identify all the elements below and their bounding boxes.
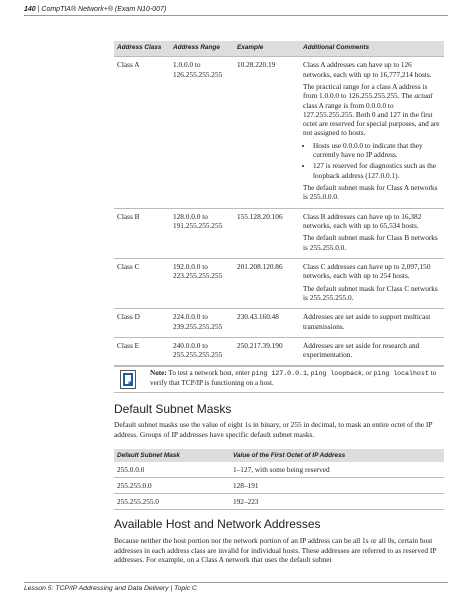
note-label: Note: — [150, 369, 167, 377]
cell-comments — [300, 338, 444, 367]
command-text: ping loopback — [310, 370, 363, 377]
emphasis: actual — [414, 91, 433, 101]
comment-text: Addresses are set aside to support multicast transmissions. — [303, 312, 431, 331]
section-paragraph: Because neither the host portion nor the network portion of an IP address can be all 1s or all 0s, certain host addresses in each address class are invalid for individual hosts. These addresses are referred to as reserved IP addresses. For example, on a Class A network that uses the default subnet — [114, 536, 437, 565]
cell-comments — [300, 309, 444, 338]
cell-range: 240.0.0.0 to 255.255.255.255 — [170, 338, 234, 367]
comment-text: Addresses are set aside for research and experimentation. — [303, 341, 420, 360]
cell-class: Class B — [114, 208, 170, 258]
section-heading: Default Subnet Masks — [114, 402, 232, 416]
col-header-octet: Value of the First Octet of IP Address — [230, 449, 444, 462]
cell-example: 230.43.160.48 — [234, 309, 300, 338]
cell-comments — [300, 57, 444, 209]
comment-bullets — [303, 141, 441, 180]
cell-class: Class A — [114, 57, 170, 209]
table-row: 255.0.0.0 1–127, with some being reserved — [114, 462, 444, 478]
table-row — [114, 208, 444, 258]
comment-text: Class A addresses can have up to 126 networks, each with up to 16,777,214 hosts. — [303, 60, 432, 79]
list-item: • Hosts use 0.0.0.0 to indicate that they currently have no IP address. — [313, 141, 441, 160]
table-row: 255.255.0.0 128–191 — [114, 478, 444, 494]
table-header-row — [114, 41, 444, 57]
cell-range: 1.0.0.0 to 126.255.255.255 — [170, 57, 234, 209]
section-paragraph: Default subnet masks use the value of eight 1s in binary, or 255 in decimal, to mask an entire octet of the IP address. Groups of IP addresses have specific default subnet masks. — [114, 420, 433, 439]
note-box — [114, 365, 444, 393]
comment-text: The practical range for a class A address is from 1.0.0.0 to 126.255.255.255. The actual class A range is from 0.0.0.0 to 127.255.255.255. Both 0 and 127 in the first octet are reserved for special purposes, and are not assigned to hosts. — [303, 81, 440, 138]
page-footer: Lesson 5: TCP/IP Addressing and Data Delivery | Topic C — [24, 582, 448, 592]
cell-range: 128.0.0.0 to 191.255.255.255 — [170, 208, 234, 258]
cell-class: Class C — [114, 259, 170, 309]
col-header-mask: Default Subnet Mask — [114, 449, 230, 462]
cell-comments — [300, 259, 444, 309]
table-header-row — [114, 449, 444, 462]
cell-range: 192.0.0.0 to 223.255.255.255 — [170, 259, 234, 309]
table-row: 255.255.255.0 192–223 — [114, 494, 444, 510]
page-number: 140 — [24, 6, 36, 13]
comment-text: The default subnet mask for Class A networks is 255.0.0.0. — [303, 183, 438, 202]
section-heading: Available Host and Network Addresses — [114, 517, 321, 531]
note-text: Note: To test a network host, enter ping 127.0.0.1, ping loopback, or ping localhost to verify that TCP/IP is functioning on a host. — [150, 369, 437, 387]
command-text: ping localhost — [373, 370, 429, 377]
cell-comments — [300, 208, 444, 258]
comment-text: Class C addresses can have up to 2,097,150 networks, each with up to 254 hosts. — [303, 262, 431, 281]
cell-class: Class D — [114, 309, 170, 338]
list-item: • 127 is reserved for diagnostics such as the loopback address (127.0.0.1). — [313, 161, 441, 180]
table-row — [114, 259, 444, 309]
cell-example: 10.28.220.19 — [234, 57, 300, 209]
comment-text: Class B addresses can have up to 16,382 networks, each with up to 65,534 hosts. — [303, 211, 422, 231]
col-header-comments: Additional Comments — [300, 41, 444, 57]
cell-example: 155.128.20.106 — [234, 208, 300, 258]
page-header: 140 | CompTIA® Network+® (Exam N10-007) — [24, 6, 448, 16]
col-header-class: Address Class — [114, 41, 170, 57]
comment-text: The default subnet mask for Class B networks is 255.255.0.0. — [303, 233, 438, 252]
command-text: ping 127.0.0.1 — [251, 370, 307, 377]
cell-range: 224.0.0.0 to 239.255.255.255 — [170, 309, 234, 338]
cell-example: 250.217.39.190 — [234, 338, 300, 367]
comment-text: The default subnet mask for Class C networks is 255.255.255.0. — [303, 283, 438, 303]
address-class-table — [114, 41, 444, 367]
table-row — [114, 57, 444, 209]
book-title: CompTIA® Network+® (Exam N10-007) — [41, 6, 167, 13]
table-row — [114, 338, 444, 367]
table-row — [114, 309, 444, 338]
cell-example: 201.208.120.86 — [234, 259, 300, 309]
col-header-example: Example — [234, 41, 300, 57]
cell-class: Class E — [114, 338, 170, 367]
note-icon — [120, 370, 136, 389]
col-header-range: Address Range — [170, 41, 234, 57]
subnet-mask-table — [114, 449, 444, 510]
